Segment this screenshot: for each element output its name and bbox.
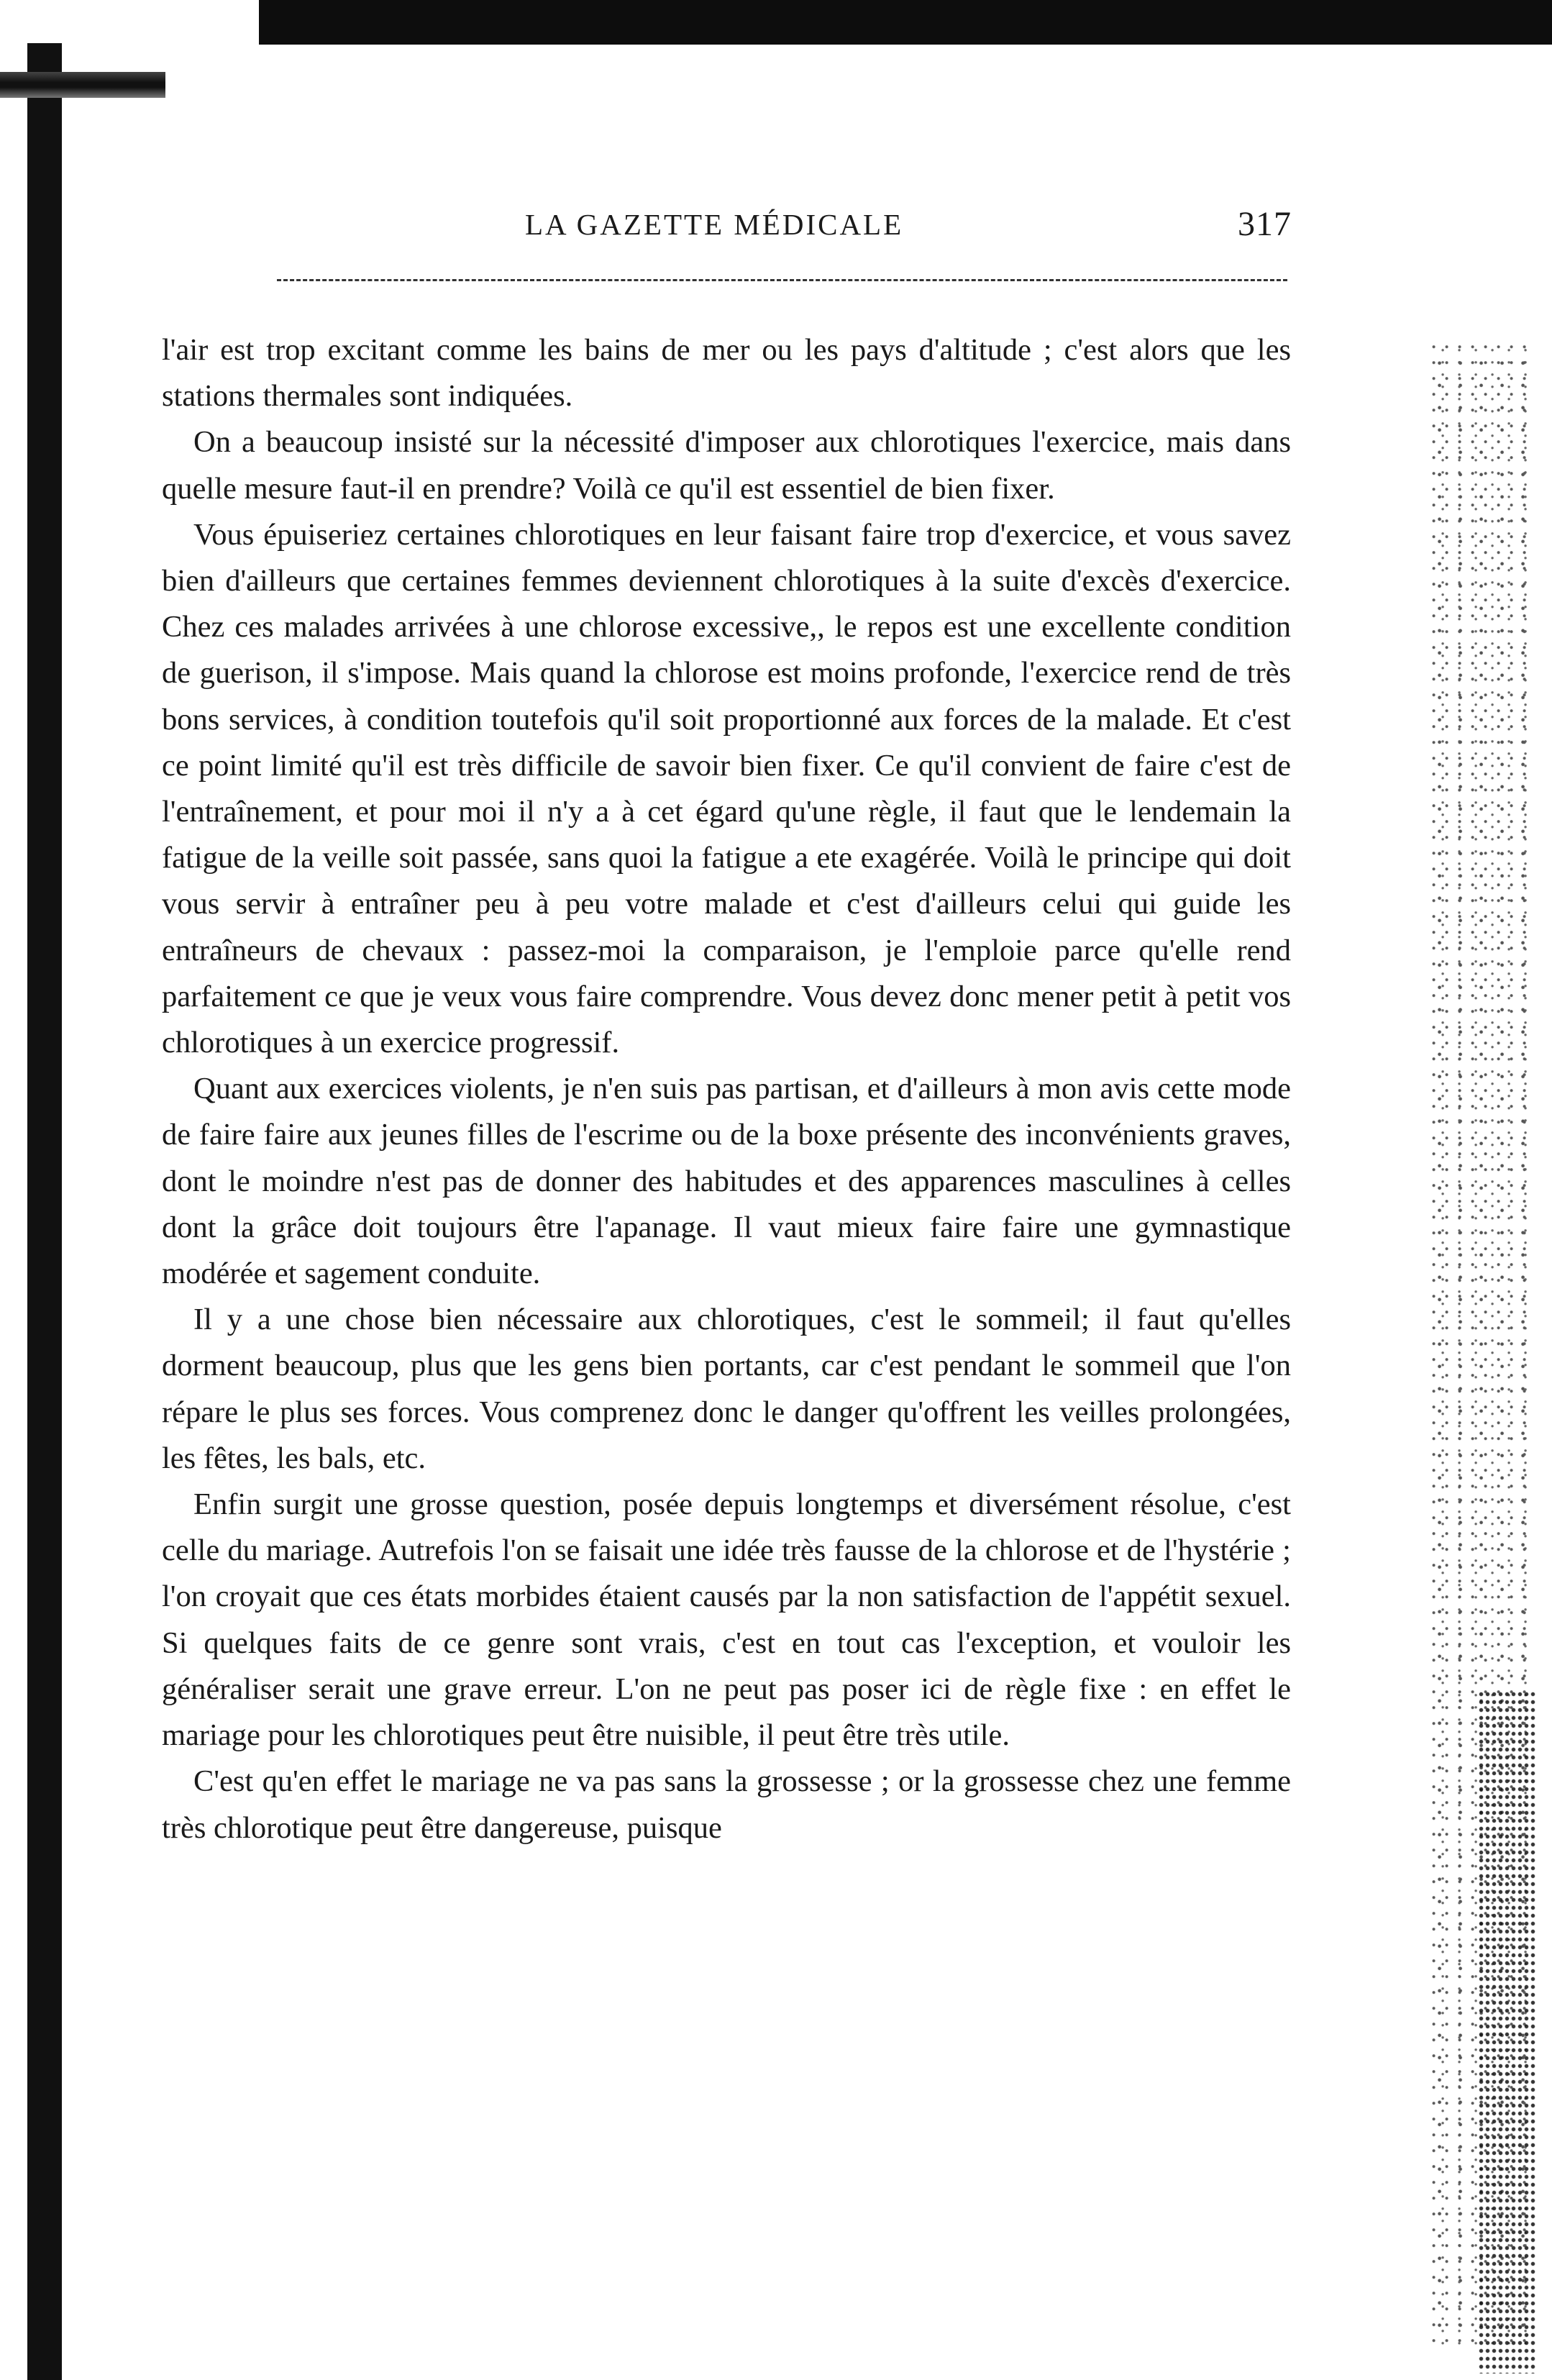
paragraph-4: Quant aux exercices violents, je n'en suis pas partisan, et d'ailleurs à mon avis cette mode de faire faire aux jeunes filles de l'escrime ou de la boxe présente des inconvénients graves, dont le moindre n'est pas de donner des habitudes et des apparences masculines à celles dont la grâce doit toujours être l'apanage. Il vaut mieux faire faire une gymnastique modérée et sagement conduite.: [162, 1072, 1291, 1291]
header-rule: [277, 279, 1287, 281]
paragraph-1: l'air est trop excitant comme les bains de mer ou les pays d'altitude ; c'est alors que les stations thermales sont indiquées.: [162, 333, 1291, 414]
page: [162, 194, 1291, 1851]
paragraph-6: Enfin surgit une grosse question, posée depuis longtemps et diversément résolue, c'est celle du mariage. Autrefois l'on se faisait une idée très fausse de la chlorose et de l'hystérie ; l'on croyait que ces états morbides étaient causés par la non satisfaction de l'appétit sexuel. Si quelques faits de ce genre sont vrais, c'est en tout cas l'exception, et vouloir les généraliser serait une grave erreur. L'on ne peut pas poser ici de règle fixe : en effet le mariage pour les chlorotiques peut être nuisible, il peut être très utile.: [162, 1487, 1291, 1753]
running-head: [162, 194, 1291, 259]
scan-top-border: [259, 0, 1552, 45]
paragraph-3: Vous épuiseriez certaines chlorotiques en leur faisant faire trop d'exercice, et vous savez bien d'ailleurs que certaines femmes deviennent chlorotiques à la suite d'excès d'exercice. Chez ces malades arrivées à une chlorose excessive,, le repos est une excellente condition de guerison, il s'impose. Mais quand la chlorose est moins profonde, l'exercice rend de très bons services, à condition toutefois qu'il soit proportionné aux forces de la malade. Et c'est ce point limité qu'il est très difficile de savoir bien fixer. Ce qu'il convient de faire c'est de l'entraînement, et pour moi il n'y a à cet égard qu'une règle, il faut que le lendemain la fatigue de la veille soit passée, sans quoi la fatigue a ete exagérée. Voilà le principe qui doit vous servir à entraîner peu à peu votre malade et c'est d'ailleurs celui qui guide les entraîneurs de chevaux : passez-moi la comparaison, je l'emploie parce qu'elle rend parfaitement ce que je veux vous faire comprendre. Vous devez donc mener petit à petit vos chlorotiques à un exercice progressif.: [162, 517, 1291, 1060]
scan-edge-shadow: [1478, 1690, 1535, 2374]
paragraph-7: C'est qu'en effet le mariage ne va pas sans la grossesse ; or la grossesse chez une femme très chlorotique peut être dangereuse, puisque: [162, 1764, 1291, 1845]
running-title: LA GAZETTE MÉDICALE: [525, 208, 904, 241]
body-text: [162, 327, 1291, 1851]
page-number: 317: [1238, 205, 1292, 243]
paragraph-5: Il y a une chose bien nécessaire aux chlorotiques, c'est le sommeil; il faut qu'elles dorment beaucoup, plus que les gens bien portants, car c'est pendant le sommeil que l'on répare le plus ses forces. Vous comprenez donc le danger qu'offrent les veilles prolongées, les fêtes, les bals, etc.: [162, 1303, 1291, 1475]
book-spine-edge: [27, 43, 62, 2380]
paragraph-2: On a beaucoup insisté sur la nécessité d'imposer aux chlorotiques l'exercice, mais dans quelle mesure faut-il en prendre? Voilà ce qu'il est essentiel de bien fixer.: [162, 425, 1291, 506]
spine-cap: [0, 72, 165, 98]
